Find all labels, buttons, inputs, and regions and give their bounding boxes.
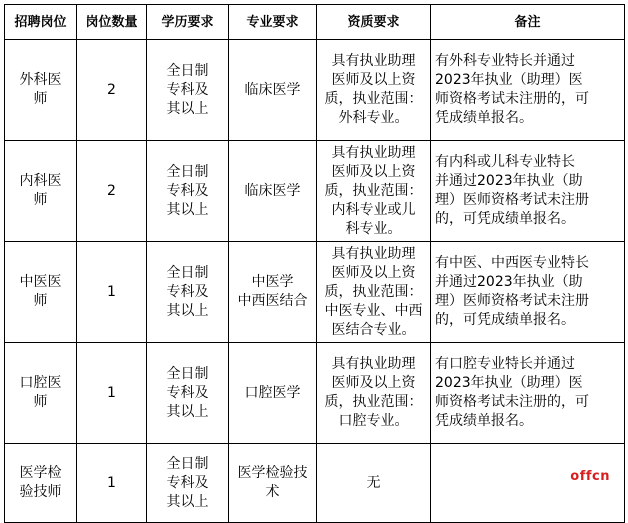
header-education: 学历要求 — [147, 5, 229, 40]
education-cell: 全日制 专科及 其以上 — [147, 141, 229, 242]
education-cell: 全日制 专科及 其以上 — [147, 242, 229, 343]
education-cell: 全日制 专科及 其以上 — [147, 343, 229, 444]
header-remark: 备注 — [431, 5, 625, 40]
remark-cell: 有中医、中西医专业特长 并通过2023年执业（助 理）医师资格考试未注册 的，可凭成绩单报名。 — [431, 242, 625, 343]
count-cell: 1 — [77, 444, 147, 523]
table-row — [5, 343, 625, 444]
remark-cell: 有外科专业特长并通过 2023年执业（助理）医 师资格考试未注册的，可 凭成绩单报名。 — [431, 40, 625, 141]
qualification-cell: 具有执业助理 医师及以上资 质，执业范围： 中医专业、中西 医结合专业。 — [317, 242, 431, 343]
table-row — [5, 141, 625, 242]
position-cell: 外科医 师 — [5, 40, 77, 141]
education-cell: 全日制 专科及 其以上 — [147, 444, 229, 523]
major-cell: 中医学 中西医结合 — [229, 242, 317, 343]
table-row — [5, 40, 625, 141]
qualification-cell: 无 — [317, 444, 431, 523]
remark-cell: 有口腔专业特长并通过 2023年执业（助理）医 师资格考试未注册的，可 凭成绩单报名。 — [431, 343, 625, 444]
position-cell: 中医医 师 — [5, 242, 77, 343]
count-cell: 1 — [77, 242, 147, 343]
education-cell: 全日制 专科及 其以上 — [147, 40, 229, 141]
position-cell: 医学检 验技师 — [5, 444, 77, 523]
table-header-row — [5, 5, 625, 40]
count-cell: 2 — [77, 40, 147, 141]
major-cell: 临床医学 — [229, 40, 317, 141]
header-count: 岗位数量 — [77, 5, 147, 40]
qualification-cell: 具有执业助理 医师及以上资 质，执业范围： 内科专业或儿 科专业。 — [317, 141, 431, 242]
header-major: 专业要求 — [229, 5, 317, 40]
major-cell: 口腔医学 — [229, 343, 317, 444]
qualification-cell: 具有执业助理 医师及以上资 质，执业范围： 口腔专业。 — [317, 343, 431, 444]
count-cell: 2 — [77, 141, 147, 242]
offcn-watermark: offcn — [570, 469, 610, 484]
remark-cell: 有内科或儿科专业特长 并通过2023年执业（助 理）医师资格考试未注册 的，可凭成绩单报名。 — [431, 141, 625, 242]
position-cell: 口腔医 师 — [5, 343, 77, 444]
header-qualification: 资质要求 — [317, 5, 431, 40]
count-cell: 1 — [77, 343, 147, 444]
table-row — [5, 242, 625, 343]
position-cell: 内科医 师 — [5, 141, 77, 242]
header-position: 招聘岗位 — [5, 5, 77, 40]
table-row — [5, 444, 625, 523]
recruitment-table — [4, 4, 625, 523]
major-cell: 临床医学 — [229, 141, 317, 242]
qualification-cell: 具有执业助理 医师及以上资 质，执业范围： 外科专业。 — [317, 40, 431, 141]
major-cell: 医学检验技 术 — [229, 444, 317, 523]
